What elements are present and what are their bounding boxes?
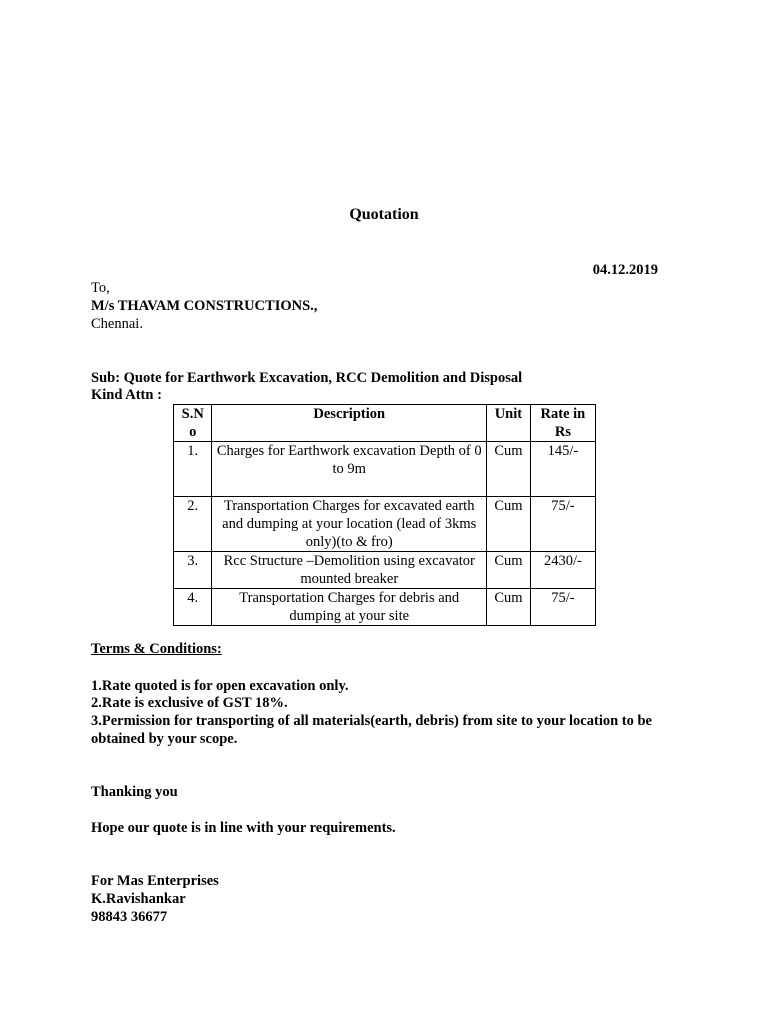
row-sno: 4. — [174, 589, 212, 626]
closing-remark: Hope our quote is in line with your requirements. — [91, 820, 396, 836]
header-rate: Rate in Rs — [530, 405, 595, 442]
quote-date: 04.12.2019 — [592, 262, 658, 278]
row-rate: 2430/- — [530, 552, 595, 589]
row-description: Charges for Earthwork excavation Depth of 0 to 9m — [212, 442, 487, 497]
quotation-table — [173, 404, 596, 626]
signature-phone: 98843 36677 — [91, 909, 168, 925]
row-rate: 75/- — [530, 589, 595, 626]
recipient-city: Chennai. — [91, 316, 143, 332]
signature-company: For Mas Enterprises — [91, 873, 219, 889]
closing-thanks: Thanking you — [91, 784, 178, 800]
row-description: Transportation Charges for excavated earth and dumping at your location (lead of 3kms only)(to & fro) — [212, 497, 487, 552]
signature-name: K.Ravishankar — [91, 891, 186, 907]
table-row — [174, 497, 596, 552]
subject-line: Sub: Quote for Earthwork Excavation, RCC Demolition and Disposal — [91, 370, 523, 386]
term-item: 2.Rate is exclusive of GST 18%. — [91, 695, 288, 711]
table-row — [174, 552, 596, 589]
table-row — [174, 589, 596, 626]
term-item: 1.Rate quoted is for open excavation only. — [91, 678, 349, 694]
row-unit: Cum — [487, 589, 531, 626]
table-header-row — [174, 405, 596, 442]
header-unit: Unit — [487, 405, 531, 442]
row-sno: 1. — [174, 442, 212, 497]
kind-attention: Kind Attn : — [91, 387, 162, 403]
row-unit: Cum — [487, 497, 531, 552]
row-unit: Cum — [487, 552, 531, 589]
recipient-name: M/s THAVAM CONSTRUCTIONS., — [91, 298, 318, 314]
row-description: Rcc Structure –Demolition using excavator mounted breaker — [212, 552, 487, 589]
document-title: Quotation — [349, 206, 419, 223]
row-description: Transportation Charges for debris and dumping at your site — [212, 589, 487, 626]
to-line: To, — [91, 280, 110, 296]
row-unit: Cum — [487, 442, 531, 497]
row-sno: 2. — [174, 497, 212, 552]
header-description: Description — [212, 405, 487, 442]
row-rate: 75/- — [530, 497, 595, 552]
table-row — [174, 442, 596, 497]
terms-heading: Terms & Conditions: — [91, 641, 222, 657]
header-sno: S.N o — [174, 405, 212, 442]
row-rate: 145/- — [530, 442, 595, 497]
row-sno: 3. — [174, 552, 212, 589]
term-item: 3.Permission for transporting of all materials(earth, debris) from site to your location to be obtained by your scope. — [91, 713, 652, 747]
